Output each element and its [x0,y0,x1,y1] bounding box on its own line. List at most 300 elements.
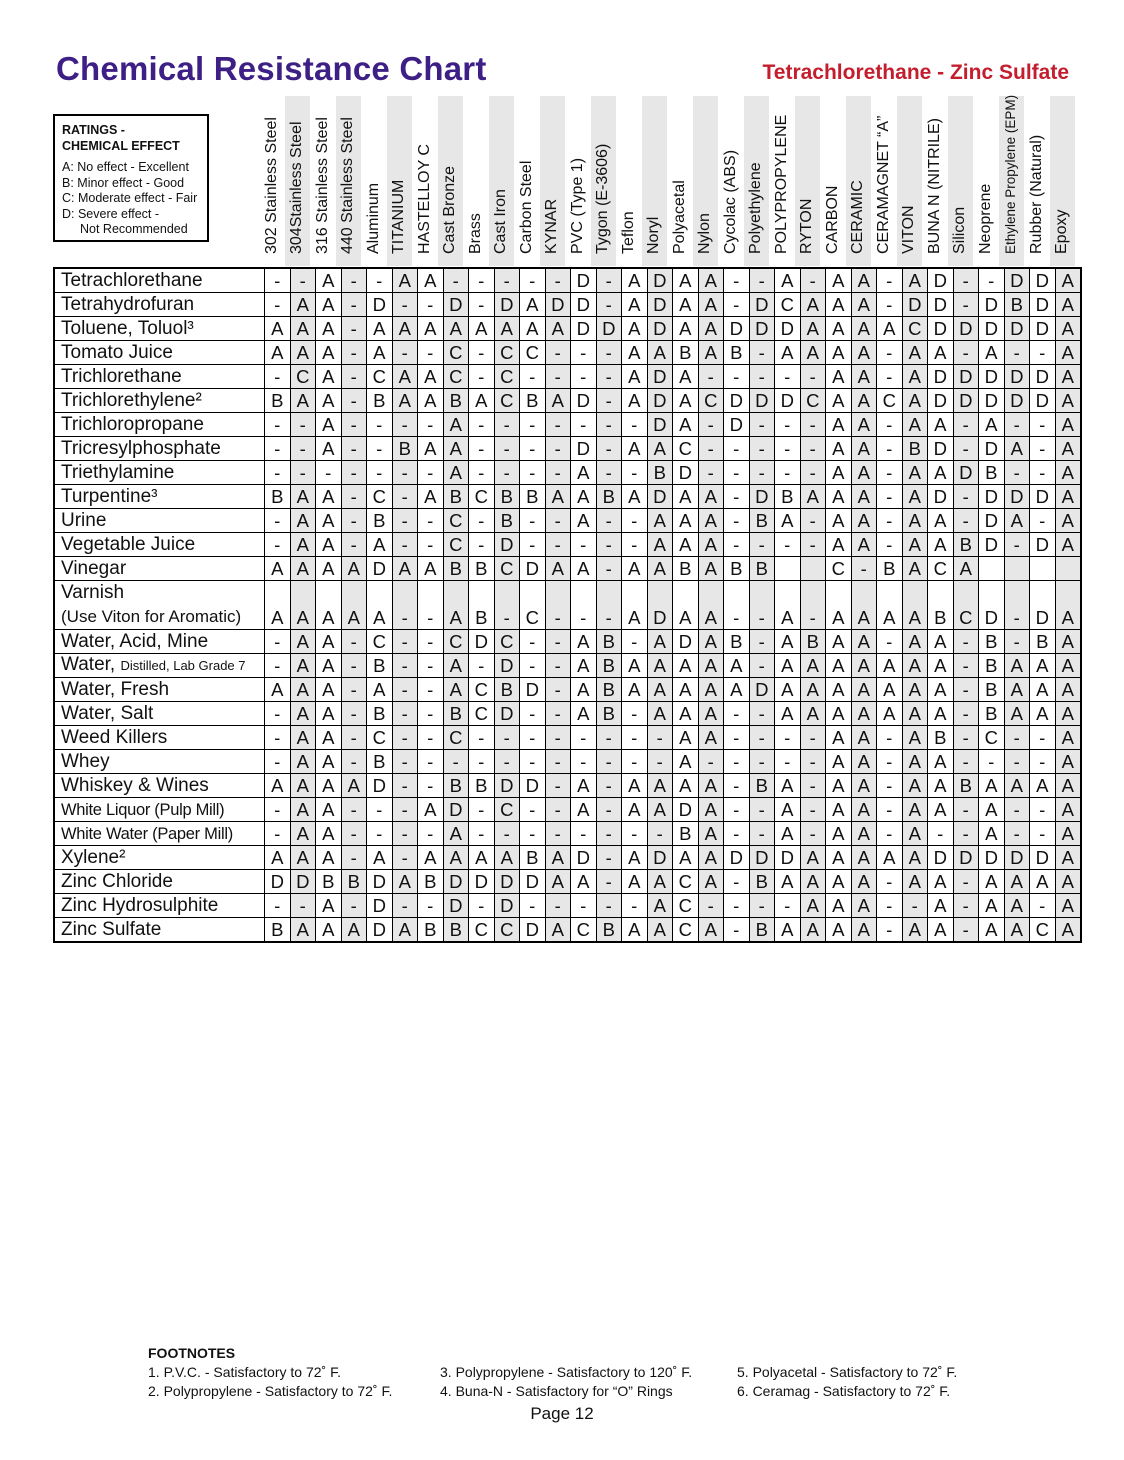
rating-cell: A [673,293,699,317]
rating-cell: - [953,750,979,774]
column-header [514,96,540,266]
rating-cell: - [877,485,903,509]
rating-cell: D [1030,533,1056,557]
rating-cell: A [443,822,469,846]
rating-cell: A [698,918,724,943]
rating-cell: - [265,293,291,317]
chemical-name [54,822,265,846]
chemical-name-text: Varnish [61,582,125,603]
rating-cell: - [928,822,954,846]
table-row [54,822,1081,846]
rating-cell: A [418,557,444,581]
rating-cell: A [545,918,571,943]
rating-cell: A [698,774,724,798]
rating-cell: - [392,581,418,630]
rating-cell: A [367,581,393,630]
table-row [54,654,1081,678]
rating-cell: A [673,678,699,702]
rating-cell: C [1030,918,1056,943]
rating-cell: - [1004,413,1030,437]
rating-cell: - [775,750,801,774]
rating-cell: A [698,317,724,341]
rating-cell: B [928,726,954,750]
rating-cell: - [392,798,418,822]
rating-cell: A [290,702,316,726]
rating-cell: D [1030,389,1056,413]
rating-cell: B [953,774,979,798]
rating-cell: - [775,894,801,918]
rating-cell: A [622,389,648,413]
rating-cell: A [851,654,877,678]
rating-cell: A [571,702,597,726]
rating-cell: D [367,894,393,918]
rating-cell: - [571,413,597,437]
rating-cell: A [851,341,877,365]
rating-cell: A [316,750,342,774]
rating-cell: A [571,774,597,798]
rating-cell: A [545,485,571,509]
page-subtitle: Tetrachlorethane - Zinc Sulfate [762,61,1069,84]
rating-cell: B [979,678,1005,702]
column-header-label: 440 Stainless Steel [339,117,357,254]
rating-cell [775,557,801,581]
rating-cell: A [851,581,877,630]
rating-cell: A [979,774,1005,798]
rating-cell: - [698,437,724,461]
rating-cell: A [673,726,699,750]
legend-heading: RATINGS - [62,123,125,137]
rating-cell: A [622,678,648,702]
rating-cell: A [1055,365,1081,389]
rating-cell: A [316,654,342,678]
rating-cell: C [979,726,1005,750]
rating-cell: - [265,437,291,461]
rating-cell: A [673,774,699,798]
rating-cell: C [698,389,724,413]
rating-cell: B [418,918,444,943]
rating-cell: - [265,702,291,726]
ratings-legend [53,114,209,242]
rating-cell: - [265,413,291,437]
rating-cell: A [571,557,597,581]
rating-cell: A [265,678,291,702]
rating-cell: B [367,509,393,533]
rating-cell: A [826,581,852,630]
rating-cell: D [979,581,1005,630]
rating-cell: D [1004,846,1030,870]
rating-cell: A [290,509,316,533]
rating-cell: D [520,557,546,581]
rating-cell: B [367,750,393,774]
rating-cell: D [367,918,393,943]
rating-cell: - [545,365,571,389]
rating-cell: A [494,846,520,870]
rating-cell: - [520,702,546,726]
rating-cell: - [1030,750,1056,774]
rating-cell: A [826,870,852,894]
rating-cell: A [418,268,444,293]
rating-cell: - [418,341,444,365]
rating-cell: A [418,365,444,389]
footnotes [148,1344,958,1401]
rating-cell: A [673,533,699,557]
rating-cell: - [953,413,979,437]
rating-cell: A [698,630,724,654]
rating-cell: - [265,750,291,774]
rating-cell: B [775,485,801,509]
rating-cell: D [749,389,775,413]
rating-cell: - [494,413,520,437]
rating-cell: - [520,461,546,485]
rating-cell: - [571,822,597,846]
footnotes-heading: FOOTNOTES [148,1345,236,1361]
rating-cell: A [902,268,928,293]
rating-cell: - [392,702,418,726]
rating-cell: D [647,581,673,630]
rating-cell: B [443,485,469,509]
rating-cell: C [673,894,699,918]
rating-cell: A [1004,894,1030,918]
column-header-label: Cycolac (ABS) [721,149,739,254]
column-header [642,96,668,266]
rating-cell: A [877,702,903,726]
rating-cell: D [979,437,1005,461]
rating-cell: C [494,798,520,822]
rating-cell: A [443,846,469,870]
chemical-name [54,389,265,413]
rating-cell: A [851,485,877,509]
rating-cell: A [1055,461,1081,485]
rating-cell: - [418,461,444,485]
rating-cell: - [290,413,316,437]
rating-cell: C [673,437,699,461]
rating-cell: - [341,630,367,654]
rating-cell: A [265,341,291,365]
rating-cell: B [520,485,546,509]
rating-cell: B [724,630,750,654]
rating-cell: B [724,341,750,365]
rating-cell: D [494,774,520,798]
rating-cell: A [826,341,852,365]
rating-cell [1055,557,1081,581]
rating-cell: D [647,846,673,870]
rating-cell: - [469,365,495,389]
rating-cell: A [469,389,495,413]
rating-cell: A [622,317,648,341]
footnote-1: 1. P.V.C. - Satisfactory to 72˚ F. [148,1364,341,1380]
rating-cell: - [596,557,622,581]
rating-cell: B [749,509,775,533]
rating-cell: A [775,918,801,943]
rating-cell: - [622,533,648,557]
rating-cell: A [698,268,724,293]
rating-cell: - [877,437,903,461]
rating-cell: - [545,341,571,365]
rating-cell: D [443,894,469,918]
rating-cell: - [749,798,775,822]
rating-cell: - [1004,581,1030,630]
rating-cell: - [1004,750,1030,774]
rating-cell: A [316,581,342,630]
rating-cell: - [392,894,418,918]
rating-cell: - [800,822,826,846]
rating-cell: - [1030,894,1056,918]
rating-cell: A [1055,894,1081,918]
rating-cell: - [520,726,546,750]
rating-cell: A [673,846,699,870]
rating-cell: D [1030,581,1056,630]
rating-cell: - [622,750,648,774]
rating-cell: B [469,774,495,798]
rating-cell: A [622,268,648,293]
rating-cell: A [800,870,826,894]
rating-cell: - [800,437,826,461]
rating-cell: C [494,557,520,581]
rating-cell: A [418,437,444,461]
rating-cell: - [265,509,291,533]
chemical-name-text: Tomato Juice [61,341,173,363]
rating-cell: - [1004,533,1030,557]
rating-cell: A [290,798,316,822]
rating-cell: A [392,317,418,341]
rating-cell: - [392,846,418,870]
rating-cell: - [953,678,979,702]
rating-cell: - [902,894,928,918]
rating-cell: A [698,678,724,702]
rating-cell: - [418,654,444,678]
rating-cell: - [877,774,903,798]
rating-cell: - [469,293,495,317]
rating-cell: A [1030,702,1056,726]
page-title: Chemical Resistance Chart [56,50,487,87]
rating-cell: - [520,413,546,437]
table-row [54,870,1081,894]
chemical-name [54,293,265,317]
rating-cell: - [877,894,903,918]
table-row [54,678,1081,702]
rating-cell: A [775,702,801,726]
rating-cell: A [902,461,928,485]
rating-cell: A [1055,678,1081,702]
rating-cell: A [571,630,597,654]
rating-cell: B [673,822,699,846]
rating-cell: A [673,702,699,726]
rating-cell: A [622,846,648,870]
chemical-name [54,509,265,533]
chemical-name [54,413,265,437]
rating-cell: A [290,918,316,943]
rating-cell: - [877,341,903,365]
rating-cell: D [673,630,699,654]
rating-cell [979,557,1005,581]
rating-cell: A [290,389,316,413]
rating-cell: A [928,774,954,798]
rating-cell: A [800,846,826,870]
rating-cell: - [341,268,367,293]
rating-cell: - [545,437,571,461]
rating-cell: A [290,485,316,509]
rating-cell: B [902,437,928,461]
column-header-label: Rubber (Natural) [1027,134,1045,254]
rating-cell: A [928,870,954,894]
rating-cell: D [673,461,699,485]
rating-cell: - [596,341,622,365]
rating-cell: A [469,317,495,341]
rating-cell: A [902,726,928,750]
page-number: Page 12 [530,1404,594,1423]
chemical-name-text: Zinc Chloride [61,870,173,892]
rating-cell: B [367,702,393,726]
rating-cell: A [851,413,877,437]
rating-cell: - [418,678,444,702]
rating-cell: - [622,461,648,485]
rating-cell: B [979,702,1005,726]
rating-cell: - [749,822,775,846]
rating-cell: A [851,750,877,774]
rating-cell: - [418,293,444,317]
table-row [54,268,1081,293]
rating-cell: A [290,533,316,557]
rating-cell: - [953,918,979,943]
column-header [412,96,438,266]
chemical-name-text: Toluene, Toluol³ [61,317,194,339]
rating-cell: - [800,365,826,389]
rating-cell: A [851,509,877,533]
rating-cell: A [494,317,520,341]
rating-cell: - [392,726,418,750]
rating-cell: - [418,702,444,726]
rating-cell: A [1055,485,1081,509]
rating-cell: C [673,870,699,894]
rating-cell: - [392,654,418,678]
rating-cell: D [775,389,801,413]
rating-cell: D [979,389,1005,413]
rating-cell: A [290,678,316,702]
rating-cell: - [418,509,444,533]
chemical-name-text: Vegetable Juice [61,533,196,555]
rating-cell: C [367,726,393,750]
rating-cell: A [698,702,724,726]
rating-cell: - [341,533,367,557]
rating-cell: A [800,678,826,702]
rating-cell: - [469,509,495,533]
rating-cell: C [443,509,469,533]
rating-cell: - [341,509,367,533]
rating-cell: - [953,630,979,654]
rating-cell: A [698,822,724,846]
chemical-name-text: Triethylamine [61,461,175,483]
rating-cell: - [622,894,648,918]
column-header [361,96,387,266]
rating-cell: A [851,918,877,943]
rating-cell: D [1004,365,1030,389]
rating-cell: A [647,870,673,894]
rating-cell: A [1004,870,1030,894]
rating-cell: - [800,268,826,293]
rating-cell: - [341,293,367,317]
rating-cell: D [928,389,954,413]
table-row [54,630,1081,654]
rating-cell: A [571,485,597,509]
rating-cell: - [418,630,444,654]
rating-cell: A [367,533,393,557]
rating-cell: A [316,774,342,798]
rating-cell: D [928,846,954,870]
column-header [948,96,974,266]
rating-cell: C [494,630,520,654]
rating-cell: C [367,485,393,509]
rating-cell: C [571,918,597,943]
rating-cell: - [877,461,903,485]
rating-cell: D [928,437,954,461]
rating-cell: - [749,750,775,774]
rating-cell: A [979,798,1005,822]
rating-cell: A [622,798,648,822]
rating-cell: A [902,413,928,437]
rating-cell: - [469,341,495,365]
rating-cell: B [494,485,520,509]
rating-cell: A [928,702,954,726]
rating-cell: A [851,774,877,798]
rating-cell: A [826,774,852,798]
rating-cell: - [622,702,648,726]
rating-cell: - [622,509,648,533]
rating-cell: D [1030,293,1056,317]
chemical-name [54,268,265,293]
rating-cell: A [673,485,699,509]
rating-cell: A [1004,654,1030,678]
rating-cell: - [469,413,495,437]
rating-cell: C [877,389,903,413]
rating-cell: A [826,918,852,943]
rating-cell: - [953,870,979,894]
rating-cell: - [545,268,571,293]
column-header [565,96,591,266]
rating-cell: - [749,654,775,678]
rating-cell: A [800,894,826,918]
rating-cell: - [775,461,801,485]
rating-cell: - [724,702,750,726]
rating-cell: - [520,365,546,389]
rating-cell: - [265,726,291,750]
rating-cell: A [877,678,903,702]
rating-cell: B [979,654,1005,678]
rating-cell: - [545,581,571,630]
rating-cell: - [494,437,520,461]
rating-cell: A [928,798,954,822]
rating-cell: - [265,630,291,654]
rating-cell: - [341,894,367,918]
rating-cell: - [367,798,393,822]
rating-cell: - [392,293,418,317]
rating-cell: - [877,822,903,846]
rating-cell: A [392,365,418,389]
rating-cell: - [877,918,903,943]
rating-cell: - [749,413,775,437]
rating-cell: C [469,702,495,726]
rating-cell: - [953,654,979,678]
rating-cell: A [316,846,342,870]
rating-cell: B [520,846,546,870]
column-header [973,96,999,266]
column-header-label: Ethylene Propylene (EPM) [1003,94,1019,254]
rating-cell: A [520,317,546,341]
rating-cell: A [1055,268,1081,293]
rating-cell: - [724,581,750,630]
rating-cell: A [622,437,648,461]
rating-cell: - [622,822,648,846]
rating-cell: - [724,822,750,846]
